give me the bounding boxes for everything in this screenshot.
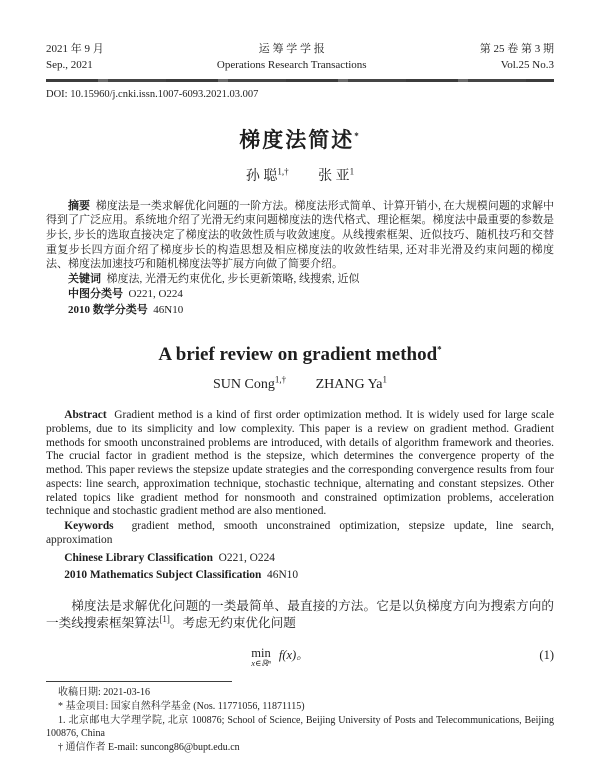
footnotes-block xyxy=(46,686,554,754)
en-title-text: A brief review on gradient method xyxy=(158,344,438,366)
cn-msc-label: 2010 数学分类号 xyxy=(68,303,148,316)
en-clc-label: Chinese Library Classification xyxy=(64,552,213,565)
min-operator-text: min xyxy=(251,645,271,660)
journal-header xyxy=(46,42,554,74)
header-volume-block xyxy=(480,42,554,74)
cn-author-2 xyxy=(318,166,355,184)
cn-keywords-line xyxy=(68,272,554,288)
cn-title-text: 梯度法简述 xyxy=(239,127,355,152)
equation-number: (1) xyxy=(539,648,554,663)
en-keywords-text: gradient method, smooth unconstrained optimization, stepsize update, line search, approximation xyxy=(46,519,554,546)
header-date-block xyxy=(46,42,104,74)
en-author-1 xyxy=(212,374,287,393)
en-abstract-label: Abstract xyxy=(64,409,107,422)
funding-note: * 基金项目: 国家自然科学基金 (Nos. 11771056, 11871115) xyxy=(58,700,305,712)
cn-author-1-sup: 1,† xyxy=(277,166,289,177)
cn-author-2-sup: 1 xyxy=(349,166,355,177)
cn-clc-value: O221, O224 xyxy=(128,288,183,301)
en-abstract xyxy=(46,409,554,519)
header-rule xyxy=(46,79,554,82)
en-author-2 xyxy=(315,374,387,393)
cn-clc-label: 中图分类号 xyxy=(68,288,123,301)
journal-name-block xyxy=(217,42,367,74)
en-clc-value: O221, O224 xyxy=(218,552,275,565)
affiliation-note: 1. 北京邮电大学理学院, 北京 100876; School of Science, Beijing University of Posts and Telecommunications, Beijing 100876, China xyxy=(46,714,554,739)
en-msc-line xyxy=(64,567,554,584)
cn-keywords-text: 梯度法, 光滑无约束优化, 步长更新策略, 线搜索, 近似 xyxy=(106,272,360,285)
equation-formula xyxy=(46,645,514,666)
en-msc-value: 46N10 xyxy=(267,568,299,581)
cn-clc-line xyxy=(68,287,554,303)
correspondence-note: † 通信作者 E-mail: suncong86@bupt.edu.cn xyxy=(58,741,240,753)
cn-abstract-label: 摘要 xyxy=(68,199,91,212)
en-author-1-name: SUN Cong xyxy=(212,377,275,393)
en-msc-label: 2010 Mathematics Subject Classification xyxy=(64,568,262,581)
cn-author-1-name: 孙 聪 xyxy=(245,168,278,184)
en-author-1-sup: 1,† xyxy=(274,374,287,385)
en-abstract-text: Gradient method is a kind of first order optimization method. It is widely used for large scale problems, due to its simplicity and low complexity. This paper is a review on gradient method. Gradient methods for smooth unconstrained problems are introduced, with details of algorithm framework and theories. The crucial factor in gradient method is the stepsize, which determines the convergence property of the method. This paper reviews the stepsize update strategies and the corresponding convergence results from four aspects: line search, approximation technique, stochastic technique, alternating and constant stepsizes. Other related topics like gradient method for nonsmooth and constrained optimization problems, acceleration technique and stochastic gradient method are also mentioned. xyxy=(46,409,555,518)
cn-abstract-text: 梯度法是一类求解优化问题的一阶方法。梯度法形式简单、计算开销小, 在大规模问题的求解中得到了广泛应用。系统地介绍了光滑无约束问题梯度法的迭代格式、理论框架。梯度法中最重要的参数是步长, 步长的选取直接决定了梯度法的收敛性质与收敛速度。从线搜索框架、近似技巧、随机技巧和交替重复步长四方面介绍了梯度步长的构造思想及相应梯度法的收敛性结果, 还对非光滑及约束问题的梯度法、梯度法加速技巧和随机梯度法等扩展方向做了简要介绍。 xyxy=(46,199,555,271)
header-date-cn: 2021 年 9 月 xyxy=(46,43,104,55)
cn-authors xyxy=(46,165,554,185)
en-author-2-sup: 1 xyxy=(382,374,387,385)
cn-abstract xyxy=(46,199,554,272)
doi-line: DOI: 10.15960/j.cnki.issn.1007-6093.2021.03.007 xyxy=(46,88,259,100)
header-issue-en: Vol.25 No.3 xyxy=(500,58,554,71)
journal-name-en: Operations Research Transactions xyxy=(216,58,367,71)
en-clc-line xyxy=(64,550,554,567)
en-keywords-label: Keywords xyxy=(64,519,114,532)
cn-msc-value: 46N10 xyxy=(153,303,184,316)
equation-1 xyxy=(46,645,554,666)
header-date-en: Sep., 2021 xyxy=(46,58,93,71)
intro-text-1: 梯度法是求解优化问题的一类最简单、最直接的方法。它是以负梯度方向为搜索方向的一类线搜索框架算法 xyxy=(46,599,554,631)
intro-paragraph xyxy=(46,598,554,632)
min-operator xyxy=(251,647,270,667)
cn-author-1 xyxy=(245,166,289,184)
cn-msc-line xyxy=(68,303,554,319)
received-date: 收稿日期: 2021-03-16 xyxy=(58,686,150,698)
cn-title xyxy=(46,124,554,154)
en-title-footnote-mark: * xyxy=(437,345,442,356)
en-keywords-line xyxy=(46,520,554,547)
en-authors xyxy=(46,374,554,393)
cn-author-2-name: 张 亚 xyxy=(318,168,350,184)
objective-function: f(x)。 xyxy=(278,648,309,663)
cn-title-footnote-mark: * xyxy=(354,130,361,141)
footnote-rule xyxy=(46,681,232,682)
cn-keywords-label: 关键词 xyxy=(68,272,101,285)
en-author-2-name: ZHANG Ya xyxy=(315,377,383,393)
intro-text-2: 。考虑无约束优化问题 xyxy=(169,616,296,631)
header-issue-cn: 第 25 卷 第 3 期 xyxy=(479,43,554,55)
en-title xyxy=(46,344,554,366)
min-operator-subscript: x∈ℝⁿ xyxy=(251,657,271,668)
journal-name-cn: 运 筹 学 学 报 xyxy=(258,43,325,55)
citation-ref-1: [1] xyxy=(159,614,170,625)
